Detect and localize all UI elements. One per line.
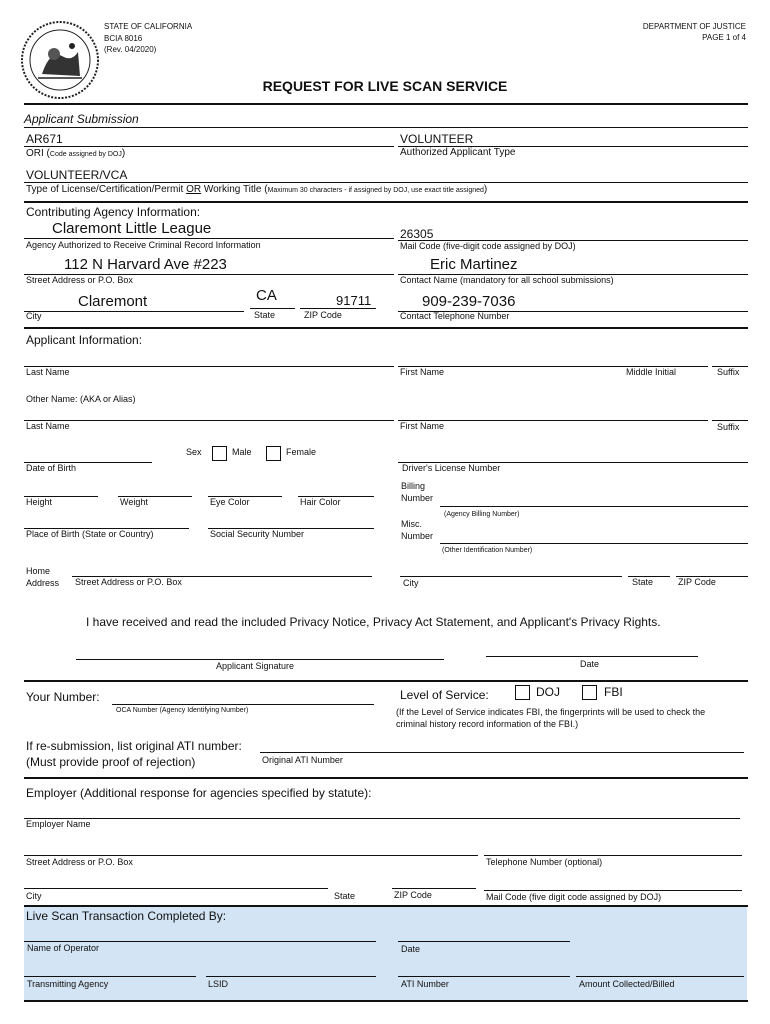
state-label: STATE OF CALIFORNIA	[104, 22, 193, 31]
female-checkbox[interactable]	[266, 446, 281, 461]
misc-label-1: Misc.	[401, 519, 422, 529]
hair-color-label: Hair Color	[300, 497, 341, 507]
license-title-label: Type of License/Certification/Permit OR Working Title (Maximum 30 characters - if assigned by DOJ, use exact title assigned)	[26, 184, 488, 195]
zip-label: ZIP Code	[304, 310, 342, 320]
agency-name-label: Agency Authorized to Receive Criminal Record Information	[26, 240, 261, 250]
employer-mail-code-label: Mail Code (five digit code assigned by DOJ)	[486, 892, 662, 902]
amount-collected-label: Amount Collected/Billed	[579, 979, 675, 989]
your-number-label: Your Number:	[26, 690, 100, 704]
doj-checkbox[interactable]	[515, 685, 530, 700]
applicant-info-heading: Applicant Information:	[26, 333, 143, 347]
live-scan-date-label: Date	[401, 944, 421, 954]
applicant-type-label: Authorized Applicant Type	[400, 147, 516, 158]
employer-phone-label: Telephone Number (optional)	[486, 857, 603, 867]
employer-heading: Employer (Additional response for agencies specified by statute):	[26, 786, 372, 800]
contributing-agency-heading: Contributing Agency Information:	[26, 205, 201, 219]
employer-city-label: City	[26, 891, 42, 901]
city-label: City	[26, 311, 42, 321]
fbi-checkbox[interactable]	[582, 685, 597, 700]
billing-label-1: Billing	[401, 481, 426, 491]
employer-name-label: Employer Name	[26, 819, 91, 829]
misc-label-2: Number	[401, 531, 434, 541]
applicant-submission-heading: Applicant Submission	[24, 112, 139, 126]
applicant-type-value[interactable]: VOLUNTEER	[400, 132, 474, 146]
last-name-label: Last Name	[26, 367, 70, 377]
ori-label: ORI (Code assigned by DOJ)	[26, 148, 126, 159]
lsid-label: LSID	[208, 979, 229, 989]
operator-name-label: Name of Operator	[27, 943, 100, 953]
middle-initial-label: Middle Initial	[626, 367, 677, 377]
dob-label: Date of Birth	[26, 463, 77, 473]
eye-color-label: Eye Color	[210, 497, 250, 507]
home-city-label: City	[403, 578, 419, 588]
suffix-label: Suffix	[717, 367, 740, 377]
employer-zip-label: ZIP Code	[394, 890, 432, 900]
form-revision: (Rev. 04/2020)	[104, 45, 157, 54]
signature-date-label: Date	[580, 659, 600, 669]
street-address-label: Street Address or P.O. Box	[26, 275, 133, 285]
phone-value[interactable]: 909-239-7036	[422, 293, 516, 310]
street-address-value[interactable]: 112 N Harvard Ave #223	[64, 256, 227, 273]
doj-label: DOJ	[536, 685, 560, 699]
height-label: Height	[26, 497, 53, 507]
employer-street-label: Street Address or P.O. Box	[26, 857, 133, 867]
contact-name-value[interactable]: Eric Martinez	[430, 256, 518, 273]
mail-code-label: Mail Code (five-digit code assigned by DOJ)	[400, 241, 576, 251]
male-checkbox[interactable]	[212, 446, 227, 461]
zip-value[interactable]: 91711	[336, 293, 372, 308]
first-name-label: First Name	[400, 367, 445, 377]
ati-number-label: ATI Number	[401, 979, 449, 989]
level-of-service-note-1: (If the Level of Service indicates FBI, the fingerprints will be used to check the	[396, 707, 706, 717]
proof-of-rejection-label: (Must provide proof of rejection)	[26, 755, 196, 769]
billing-sub-label: (Agency Billing Number)	[444, 511, 520, 518]
ori-value[interactable]: AR671	[26, 132, 63, 146]
transmitting-agency-label: Transmitting Agency	[27, 979, 109, 989]
home-label-1: Home	[26, 566, 51, 576]
employer-state-label: State	[334, 891, 356, 901]
original-ati-label: Original ATI Number	[262, 755, 343, 765]
signature-label[interactable]: Applicant Signature	[216, 661, 295, 671]
home-zip-label: ZIP Code	[678, 577, 716, 587]
oca-number-label: OCA Number (Agency Identifying Number)	[116, 707, 249, 714]
home-label-2: Address	[26, 578, 60, 588]
weight-label: Weight	[120, 497, 148, 507]
alias-last-name-label: Last Name	[26, 421, 70, 431]
mail-code-value[interactable]: 26305	[400, 227, 434, 241]
home-street-label: Street Address or P.O. Box	[75, 577, 182, 587]
privacy-statement: I have received and read the included Privacy Notice, Privacy Act Statement, and Applicant's Privacy Rights.	[86, 615, 661, 629]
place-of-birth-label: Place of Birth (State or Country)	[26, 529, 154, 539]
billing-label-2: Number	[401, 493, 434, 503]
state-value[interactable]: CA	[256, 287, 277, 304]
male-label: Male	[232, 447, 252, 457]
resubmission-label: If re-submission, list original ATI number:	[26, 739, 242, 753]
other-name-label: Other Name: (AKA or Alias)	[26, 394, 136, 404]
female-label: Female	[286, 447, 317, 457]
ssn-label: Social Security Number	[210, 529, 305, 539]
live-scan-heading: Live Scan Transaction Completed By:	[26, 909, 227, 923]
contact-name-label: Contact Name (mandatory for all school submissions)	[400, 275, 614, 285]
form-title: REQUEST FOR LIVE SCAN SERVICE	[262, 78, 508, 94]
level-of-service-note-2: criminal history record information of the FBI.)	[396, 719, 579, 729]
sex-label: Sex	[186, 447, 202, 457]
drivers-license-label: Driver's License Number	[402, 463, 501, 473]
phone-label: Contact Telephone Number	[400, 311, 510, 321]
page-number: PAGE 1 of 4	[702, 33, 746, 42]
city-value[interactable]: Claremont	[78, 293, 148, 310]
home-state-label: State	[632, 577, 654, 587]
fbi-label: FBI	[604, 685, 623, 699]
alias-suffix-label: Suffix	[717, 422, 740, 432]
agency-name-value[interactable]: Claremont Little League	[52, 220, 212, 237]
misc-sub-label: (Other Identification Number)	[442, 547, 533, 554]
form-id: BCIA 8016	[104, 34, 143, 43]
alias-first-name-label: First Name	[400, 421, 445, 431]
level-of-service-label: Level of Service:	[400, 688, 489, 702]
license-title-value[interactable]: VOLUNTEER/VCA	[26, 168, 128, 182]
state-label: State	[254, 310, 276, 320]
department-label: DEPARTMENT OF JUSTICE	[642, 22, 746, 31]
